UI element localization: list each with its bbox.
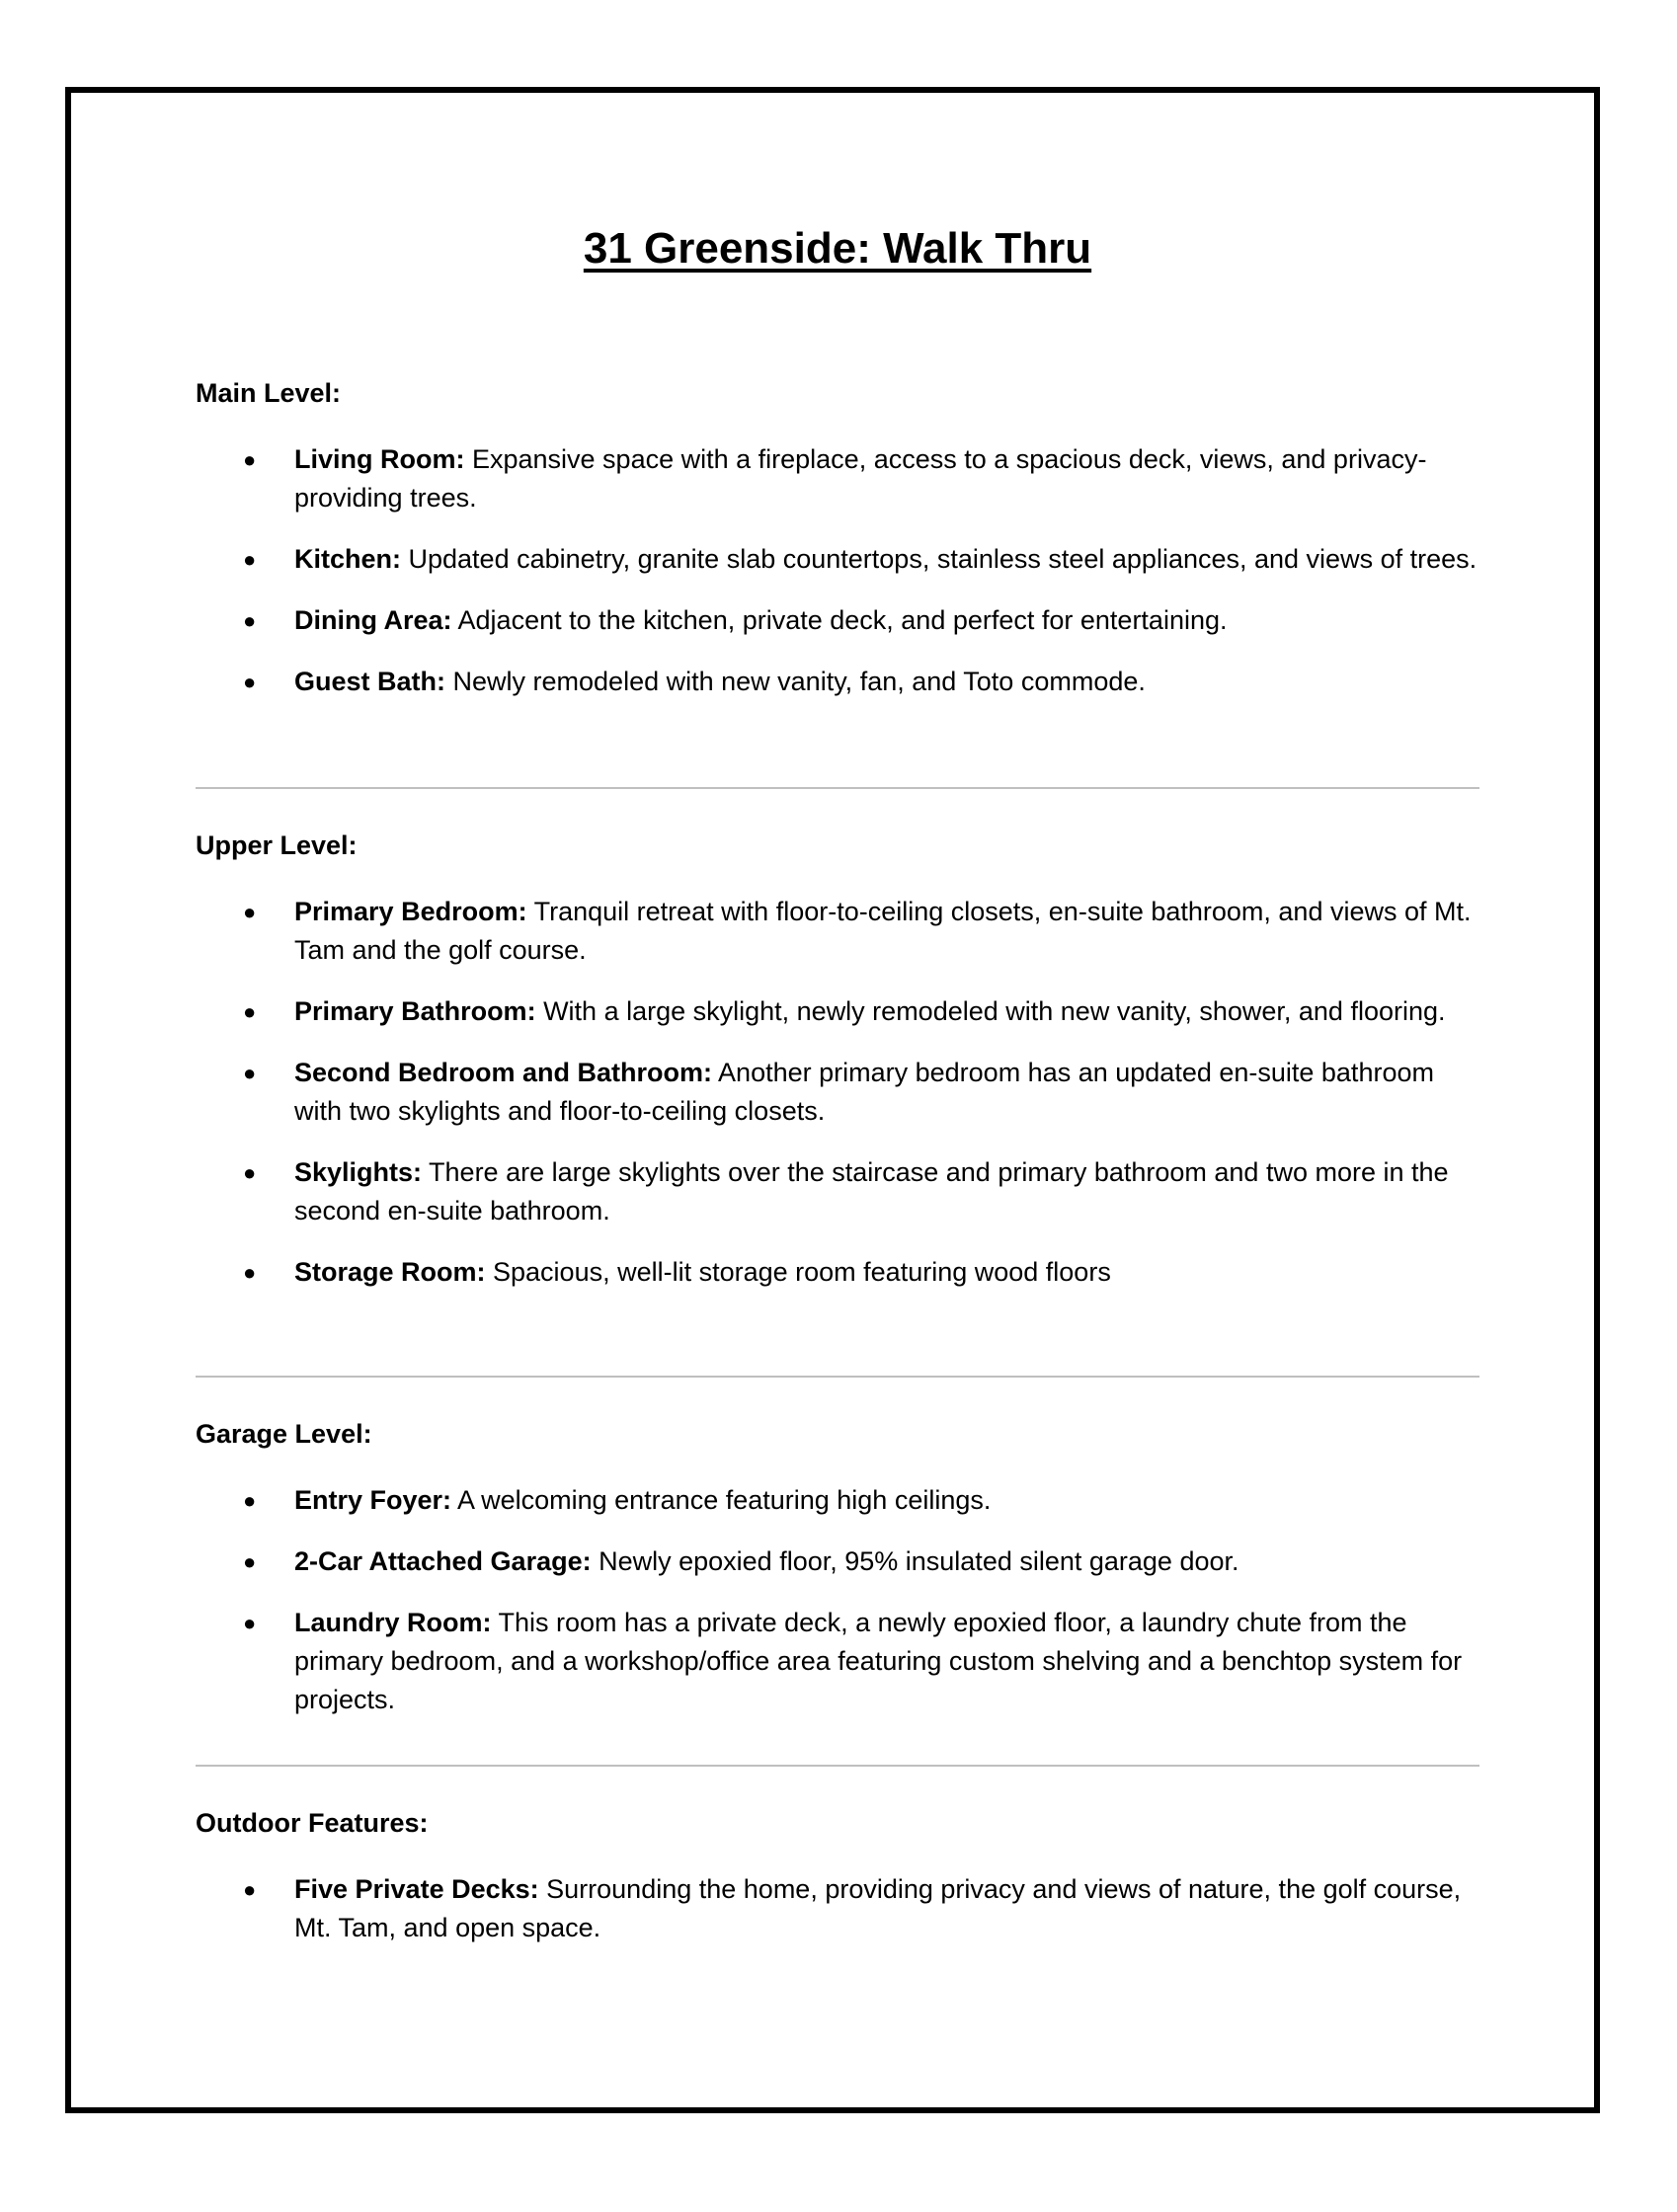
- section-main-level: [196, 375, 1479, 701]
- item-text: Updated cabinetry, granite slab countertops, stainless steel appliances, and views of trees.: [401, 544, 1477, 574]
- feature-list: [196, 1481, 1479, 1719]
- item-label: Primary Bedroom:: [294, 897, 527, 926]
- item-text: Tranquil retreat with floor-to-ceiling closets, en-suite bathroom, and views of Mt. Tam and the golf course.: [294, 897, 1472, 965]
- bullet-icon: ●: [243, 1611, 257, 1635]
- section-heading: Garage Level:: [196, 1419, 372, 1449]
- bullet-icon: ●: [243, 608, 257, 633]
- item-label: Five Private Decks:: [294, 1874, 539, 1904]
- section-divider: [196, 787, 1479, 789]
- item-label: Living Room:: [294, 444, 465, 474]
- item-text: Adjacent to the kitchen, private deck, and perfect for entertaining.: [451, 605, 1228, 635]
- section-divider: [196, 1765, 1479, 1767]
- item-label: Dining Area:: [294, 605, 452, 635]
- list-item: [196, 1153, 1479, 1230]
- section-outdoor-features: [196, 1805, 1479, 1947]
- bullet-icon: ●: [243, 1877, 257, 1902]
- item-text: Expansive space with a fireplace, access to a spacious deck, views, and privacy-providing trees.: [294, 444, 1427, 513]
- item-text: Spacious, well-lit storage room featuring wood floors: [485, 1257, 1111, 1287]
- section-garage-level: [196, 1416, 1479, 1719]
- list-item: [196, 893, 1479, 970]
- item-label: Guest Bath:: [294, 667, 446, 696]
- list-item: [196, 1542, 1479, 1581]
- item-label: Second Bedroom and Bathroom:: [294, 1058, 713, 1087]
- item-text: A welcoming entrance featuring high ceilings.: [451, 1485, 992, 1515]
- feature-list: [196, 440, 1479, 701]
- item-label: Primary Bathroom:: [294, 996, 536, 1026]
- item-text: This room has a private deck, a newly epoxied floor, a laundry chute from the primary bedroom, and a workshop/office area featuring custom shelving and a benchtop system for projects.: [294, 1608, 1463, 1714]
- list-item: [196, 1604, 1479, 1719]
- item-text: Newly remodeled with new vanity, fan, and Toto commode.: [445, 667, 1146, 696]
- bullet-icon: ●: [243, 900, 257, 924]
- item-text: There are large skylights over the staircase and primary bathroom and two more in the second en-suite bathroom.: [294, 1157, 1449, 1225]
- list-item: [196, 1870, 1479, 1947]
- item-label: Kitchen:: [294, 544, 401, 574]
- bullet-icon: ●: [243, 447, 257, 472]
- item-label: 2-Car Attached Garage:: [294, 1546, 592, 1576]
- item-label: Skylights:: [294, 1157, 423, 1187]
- bullet-icon: ●: [243, 1549, 257, 1574]
- list-item: [196, 540, 1479, 579]
- list-item: [196, 663, 1479, 701]
- feature-list: [196, 1870, 1479, 1947]
- bullet-icon: ●: [243, 1160, 257, 1185]
- bullet-icon: ●: [243, 1061, 257, 1085]
- item-label: Entry Foyer:: [294, 1485, 452, 1515]
- list-item: [196, 440, 1479, 517]
- bullet-icon: ●: [243, 999, 257, 1024]
- list-item: [196, 601, 1479, 640]
- item-label: Laundry Room:: [294, 1608, 492, 1637]
- item-text: Surrounding the home, providing privacy and views of nature, the golf course, Mt. Tam, and open space.: [294, 1874, 1462, 1942]
- bullet-icon: ●: [243, 547, 257, 572]
- item-text: Another primary bedroom has an updated en-suite bathroom with two skylights and floor-to-ceiling closets.: [294, 1058, 1434, 1126]
- section-divider: [196, 1376, 1479, 1378]
- list-item: [196, 1054, 1479, 1131]
- item-text: With a large skylight, newly remodeled with new vanity, shower, and flooring.: [535, 996, 1446, 1026]
- bullet-icon: ●: [243, 670, 257, 694]
- bullet-icon: ●: [243, 1488, 257, 1513]
- list-item: [196, 1481, 1479, 1520]
- list-item: [196, 992, 1479, 1031]
- section-heading: Outdoor Features:: [196, 1808, 429, 1838]
- section-upper-level: [196, 828, 1479, 1292]
- section-heading: Main Level:: [196, 378, 342, 408]
- item-label: Storage Room:: [294, 1257, 486, 1287]
- item-text: Newly epoxied floor, 95% insulated silent garage door.: [591, 1546, 1239, 1576]
- bullet-icon: ●: [243, 1260, 257, 1285]
- document-title: 31 Greenside: Walk Thru: [583, 224, 1092, 273]
- feature-list: [196, 893, 1479, 1292]
- list-item: [196, 1253, 1479, 1292]
- section-heading: Upper Level:: [196, 830, 358, 860]
